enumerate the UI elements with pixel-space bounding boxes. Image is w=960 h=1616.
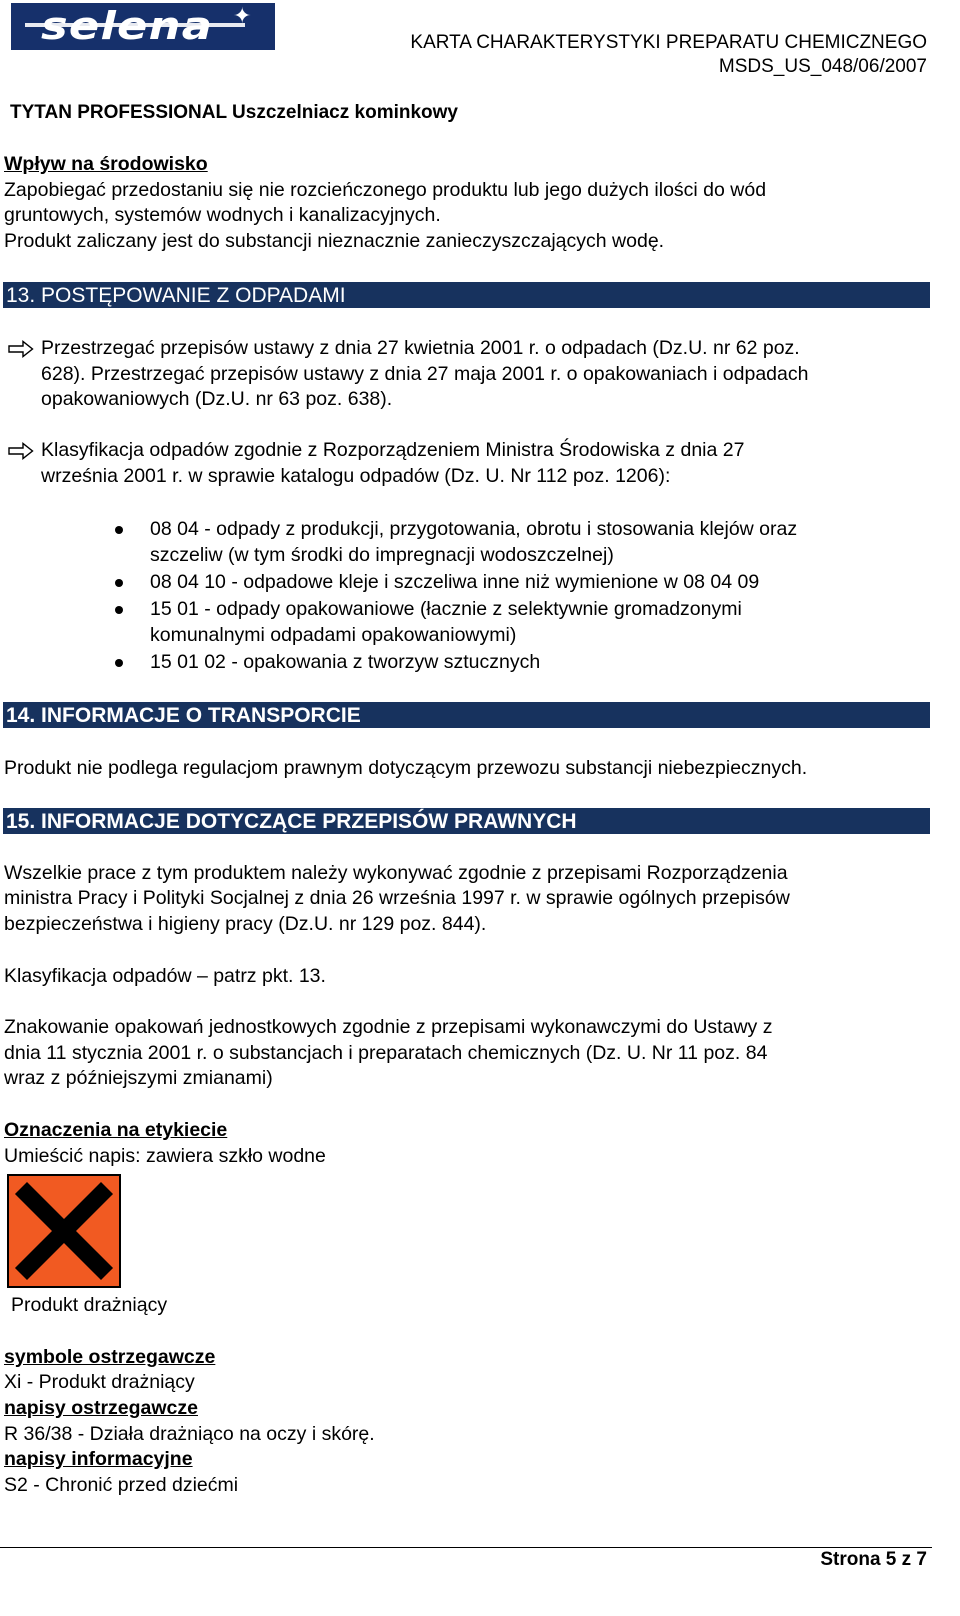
waste-law-line-2: 628). Przestrzegać przepisów ustawy z dnia 27 maja 2001 r. o opakowaniach i odpadach [41, 362, 809, 385]
waste-law-item [8, 336, 930, 414]
info-heading: napisy informacyjne [4, 1448, 193, 1470]
irritant-hazard-icon [7, 1174, 121, 1288]
labeling-line-2: dnia 11 stycznia 2001 r. o substancjach i preparatach chemicznych (Dz. U. Nr 11 poz. 84 [4, 1042, 768, 1064]
list-item [115, 650, 925, 676]
label-text: Umieścić napis: zawiera szkło wodne [4, 1145, 326, 1167]
labeling-line-1: Znakowanie opakowań jednostkowych zgodnie z przepisami wykonawczymi do Ustawy z [4, 1016, 773, 1038]
list-item-line: 15 01 - odpady opakowaniowe (łacznie z selektywnie gromadzonymi [150, 598, 742, 620]
bullet-icon [115, 659, 123, 667]
list-item-line: komunalnymi odpadami opakowaniowymi) [150, 623, 517, 646]
waste-classification-line-2: września 2001 r. w sprawie katalogu odpadów (Dz. U. Nr 112 poz. 1206): [41, 464, 671, 487]
waste-classification-item [8, 438, 930, 490]
waste-reference: Klasyfikacja odpadów – patrz pkt. 13. [4, 965, 326, 987]
waste-classification-line-1: Klasyfikacja odpadów zgodnie z Rozporządzeniem Ministra Środowiska z dnia 27 [41, 439, 745, 461]
list-item-line: 15 01 02 - opakowania z tworzyw sztucznych [150, 651, 541, 673]
bullet-icon [115, 579, 123, 587]
waste-law-line-1: Przestrzegać przepisów ustawy z dnia 27 kwietnia 2001 r. o odpadach (Dz.U. nr 62 poz. [41, 337, 800, 359]
document-type: KARTA CHARAKTERYSTYKI PREPARATU CHEMICZNEGO [410, 32, 927, 53]
info-text: S2 - Chronić przed dziećmi [4, 1474, 239, 1496]
arrow-right-icon [8, 340, 34, 358]
section-14-header: 14. INFORMACJE O TRANSPORCIE [3, 702, 930, 728]
symbols-text: Xi - Produkt drażniący [4, 1371, 195, 1393]
transport-text: Produkt nie podlega regulacjom prawnym dotyczącym przewozu substancji niebezpiecznych. [4, 757, 808, 779]
warnings-text: R 36/38 - Działa drażniąco na oczy i skórę. [4, 1423, 375, 1445]
list-item-line: szczeliw (w tym środki do impregnacji wodoszczelnej) [150, 543, 614, 566]
page-number: Strona 5 z 7 [820, 1549, 927, 1570]
logo-text: selena [41, 4, 214, 48]
label-heading: Oznaczenia na etykiecie [4, 1119, 228, 1141]
env-line-2: gruntowych, systemów wodnych i kanalizacyjnych. [4, 204, 441, 226]
env-line-3: Produkt zaliczany jest do substancji nieznacznie zanieczyszczających wodę. [4, 230, 665, 252]
hazard-caption: Produkt drażniący [11, 1294, 168, 1316]
regulation-line-1: Wszelkie prace z tym produktem należy wykonywać zgodnie z przepisami Rozporządzenia [4, 862, 788, 884]
list-item [115, 517, 925, 569]
regulation-line-2: ministra Pracy i Polityki Socjalnej z dnia 26 września 1997 r. w sprawie ogólnych przepisów [4, 887, 790, 909]
bullet-icon [115, 526, 123, 534]
env-line-1: Zapobiegać przedostaniu się nie rozcieńczonego produktu lub jego dużych ilości do wód [4, 179, 767, 201]
labeling-line-3: wraz z późniejszymi zmianami) [4, 1067, 273, 1089]
footer-rule [0, 1547, 932, 1548]
section-15-header: 15. INFORMACJE DOTYCZĄCE PRZEPISÓW PRAWNYCH [3, 808, 930, 834]
list-item-line: 08 04 - odpady z produkcji, przygotowania, obrotu i stosowania klejów oraz [150, 518, 798, 540]
list-item-line: 08 04 10 - odpadowe kleje i szczeliwa inne niż wymienione w 08 04 09 [150, 571, 760, 593]
waste-law-line-3: opakowaniowych (Dz.U. nr 63 poz. 638). [41, 388, 393, 410]
document-code: MSDS_US_048/06/2007 [718, 56, 927, 77]
selena-logo [11, 3, 275, 50]
env-heading: Wpływ na środowisko [4, 153, 208, 175]
star-icon: ✦ [233, 3, 252, 28]
warnings-heading: napisy ostrzegawcze [4, 1397, 198, 1419]
bullet-icon [115, 606, 123, 614]
arrow-right-icon [8, 442, 34, 460]
product-title: TYTAN PROFESSIONAL Uszczelniacz kominkowy [10, 102, 459, 123]
symbols-heading: symbole ostrzegawcze [4, 1346, 216, 1368]
list-item [115, 570, 925, 596]
regulation-line-3: bezpieczeństwa i higieny pracy (Dz.U. nr 129 poz. 844). [4, 913, 487, 935]
list-item [115, 597, 925, 649]
section-13-header: 13. POSTĘPOWANIE Z ODPADAMI [3, 282, 930, 308]
